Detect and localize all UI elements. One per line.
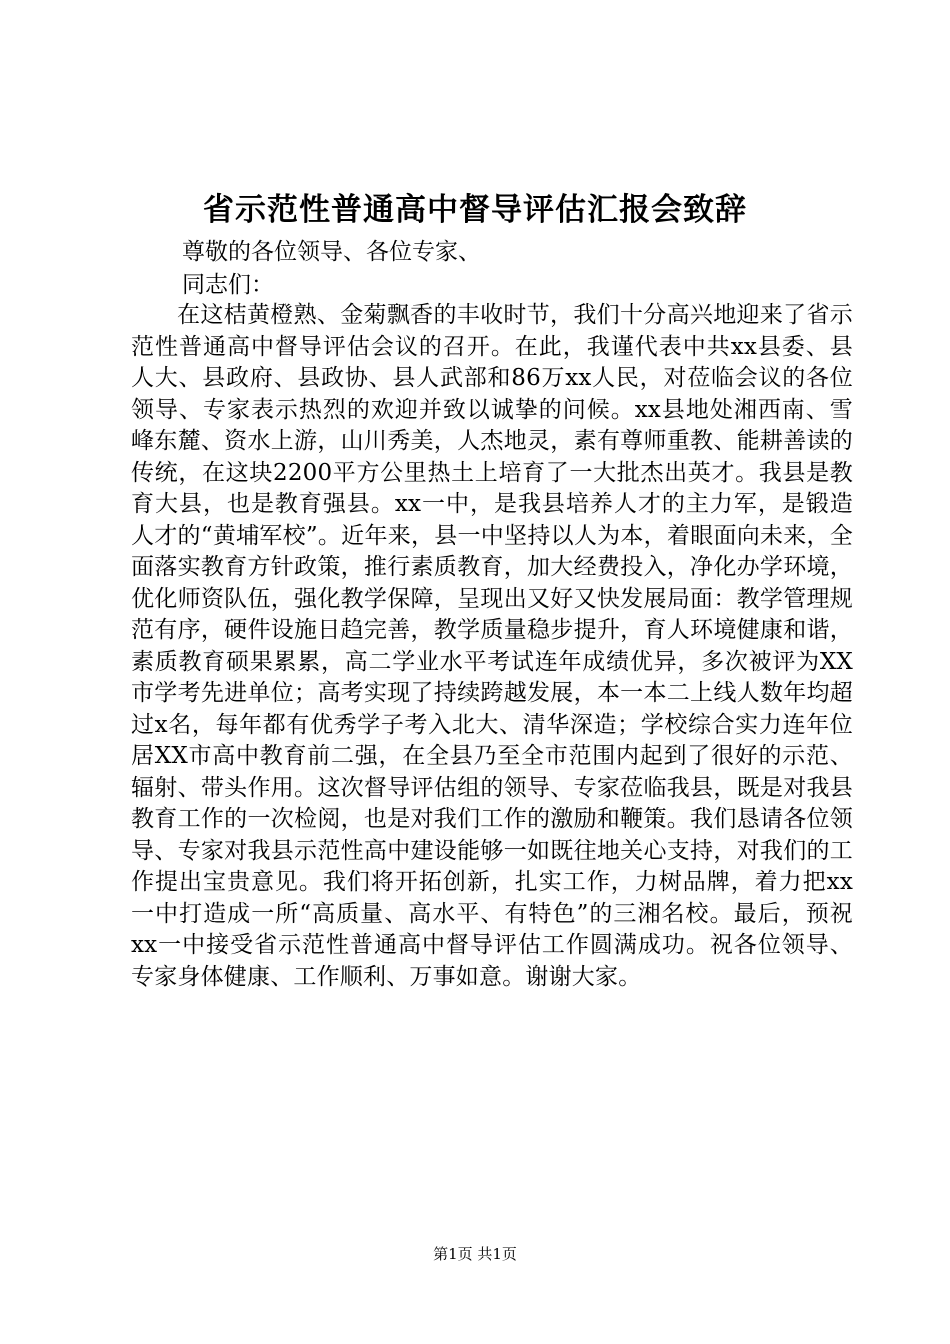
- speech-body-paragraph: 在这桔黄橙熟、金菊飘香的丰收时节，我们十分高兴地迎来了省示范性普通高中督导评估会议的召开。在此，我谨代表中共xx县委、县人大、县政府、县政协、县人武部和86万xx人民，对莅临会议的各位领导、专家表示热烈的欢迎并致以诚挚的问候。xx县地处湘西南、雪峰东麓、资水上游，山川秀美，人杰地灵，素有尊师重教、能耕善读的传统，在这块2200平方公里热土上培育了一大批杰出英才。我县是教育大县，也是教育强县。xx一中，是我县培养人才的主力军，是锻造人才的“黄埔军校”。近年来，县一中坚持以人为本，着眼面向未来，全面落实教育方针政策，推行素质教育，加大经费投入，净化办学环境，优化师资队伍，强化教学保障，呈现出又好又快发展局面：教学管理规范有序，硬件设施日趋完善，教学质量稳步提升，育人环境健康和谐，素质教育硕果累累，高二学业水平考试连年成绩优异，多次被评为XX市学考先进单位；高考实现了持续跨越发展，本一本二上线人数年均超过x名，每年都有优秀学子考入北大、清华深造；学校综合实力连年位居XX市高中教育前二强，在全县乃至全市范围内起到了很好的示范、辐射、带头作用。这次督导评估组的领导、专家莅临我县，既是对我县教育工作的一次检阅，也是对我们工作的激励和鞭策。我们恳请各位领导、专家对我县示范性高中建设能够一如既往地关心支持，对我们的工作提出宝贵意见。我们将开拓创新，扎实工作，力树品牌，着力把xx一中打造成一所“高质量、高水平、有特色”的三湘名校。最后，预祝xx一中接受省示范性普通高中督导评估工作圆满成功。祝各位领导、专家身体健康、工作顺利、万事如意。谢谢大家。: [131, 302, 853, 990]
- salutation-line-1: 尊敬的各位领导、各位专家、: [182, 239, 481, 265]
- page-number-footer: 第1页 共1页: [433, 1245, 517, 1263]
- document-title: 省示范性普通高中督导评估汇报会致辞: [203, 192, 747, 228]
- salutation-line-2: 同志们：: [182, 272, 274, 298]
